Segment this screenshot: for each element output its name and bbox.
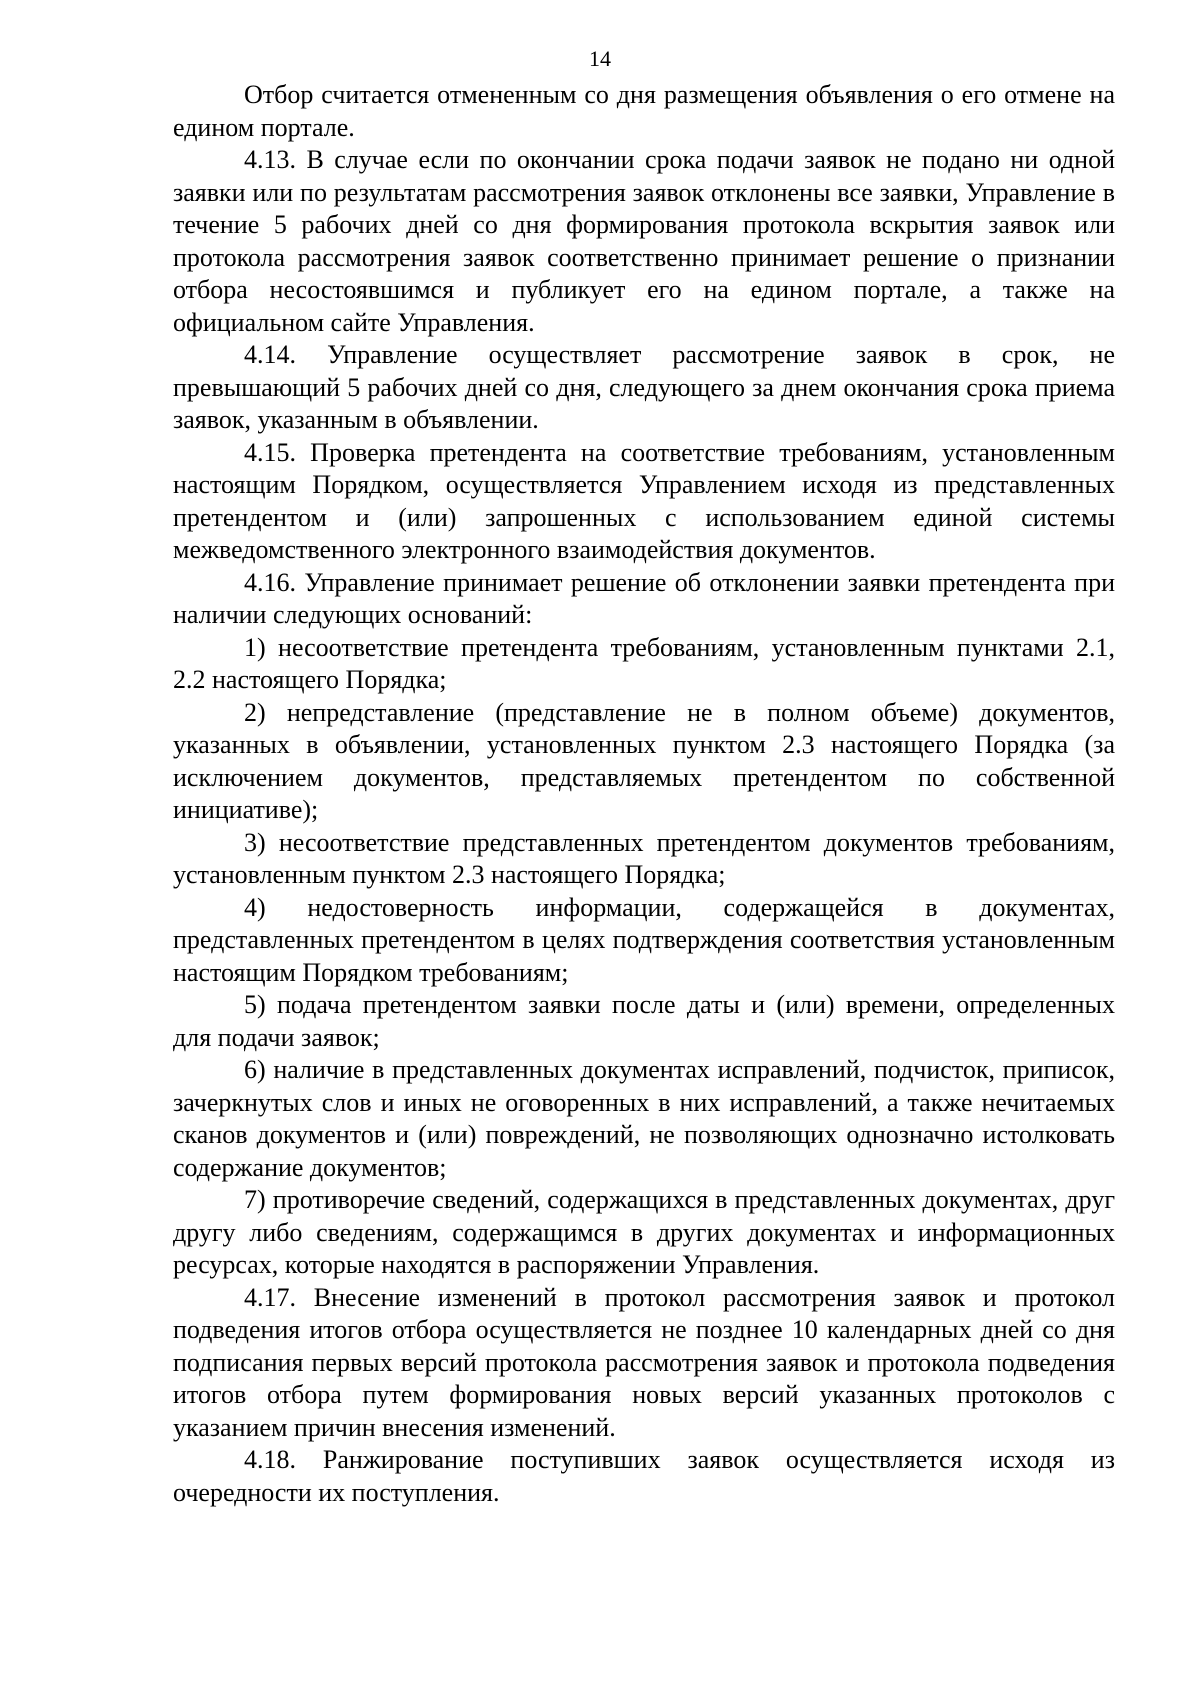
list-item-2: 2) непредставление (представление не в полном объеме) документов, указанных в объявлении, установленных пунктом 2.3 настоящего Порядка (за исключением документов, представляемых претендентом по собственной инициативе); <box>173 697 1115 824</box>
list-item-5: 5) подача претендентом заявки после даты и (или) времени, определенных для подачи заявок; <box>173 990 1115 1052</box>
list-item-6: 6) наличие в представленных документах исправлений, подчисток, приписок, зачеркнутых слов и иных не оговоренных в них исправлений, а также нечитаемых сканов документов и (или) повреждений, не позволяющих однозначно истолковать содержание документов; <box>173 1055 1115 1182</box>
document-body <box>173 79 1115 1509</box>
paragraph-4-16: 4.16. Управление принимает решение об отклонении заявки претендента при наличии следующих оснований: <box>173 567 1115 629</box>
list-item-1: 1) несоответствие претендента требованиям, установленным пунктами 2.1, 2.2 настоящего Порядка; <box>173 632 1115 694</box>
paragraph-selection-cancelled: Отбор считается отмененным со дня размещения объявления о его отмене на едином портале. <box>173 80 1115 142</box>
list-item-7: 7) противоречие сведений, содержащихся в представленных документах, друг другу либо сведениям, содержащимся в других документах и информационных ресурсах, которые находятся в распоряжении Управления. <box>173 1185 1115 1279</box>
list-item-4: 4) недостоверность информации, содержащейся в документах, представленных претендентом в целях подтверждения соответствия установленным настоящим Порядком требованиям; <box>173 892 1115 987</box>
paragraph-4-18: 4.18. Ранжирование поступивших заявок осуществляется исходя из очередности их поступления. <box>173 1445 1115 1507</box>
paragraph-4-15: 4.15. Проверка претендента на соответствие требованиям, установленным настоящим Порядком, осуществляется Управлением исходя из представленных претендентом и (или) запрошенных с использованием единой системы межведомственного электронного взаимодействия документов. <box>173 437 1115 564</box>
paragraph-4-13: 4.13. В случае если по окончании срока подачи заявок не подано ни одной заявки или по результатам рассмотрения заявок отклонены все заявки, Управление в течение 5 рабочих дней со дня формирования протокола вскрытия заявок или протокола рассмотрения заявок соответственно принимает решение о признании отбора несостоявшимся и публикует его на едином портале, а также на официальном сайте Управления. <box>173 145 1115 337</box>
paragraph-4-14: 4.14. Управление осуществляет рассмотрение заявок в срок, не превышающий 5 рабочих дней со дня, следующего за днем окончания срока приема заявок, указанным в объявлении. <box>173 340 1115 434</box>
list-item-3: 3) несоответствие представленных претендентом документов требованиям, установленным пунктом 2.3 настоящего Порядка; <box>173 827 1115 889</box>
page-number: 14 <box>589 46 611 71</box>
paragraph-4-17: 4.17. Внесение изменений в протокол рассмотрения заявок и протокол подведения итогов отбора осуществляется не позднее 10 календарных дней со дня подписания первых версий протокола рассмотрения заявок и протокола подведения итогов отбора путем формирования новых версий указанных протоколов с указанием причин внесения изменений. <box>173 1282 1115 1442</box>
